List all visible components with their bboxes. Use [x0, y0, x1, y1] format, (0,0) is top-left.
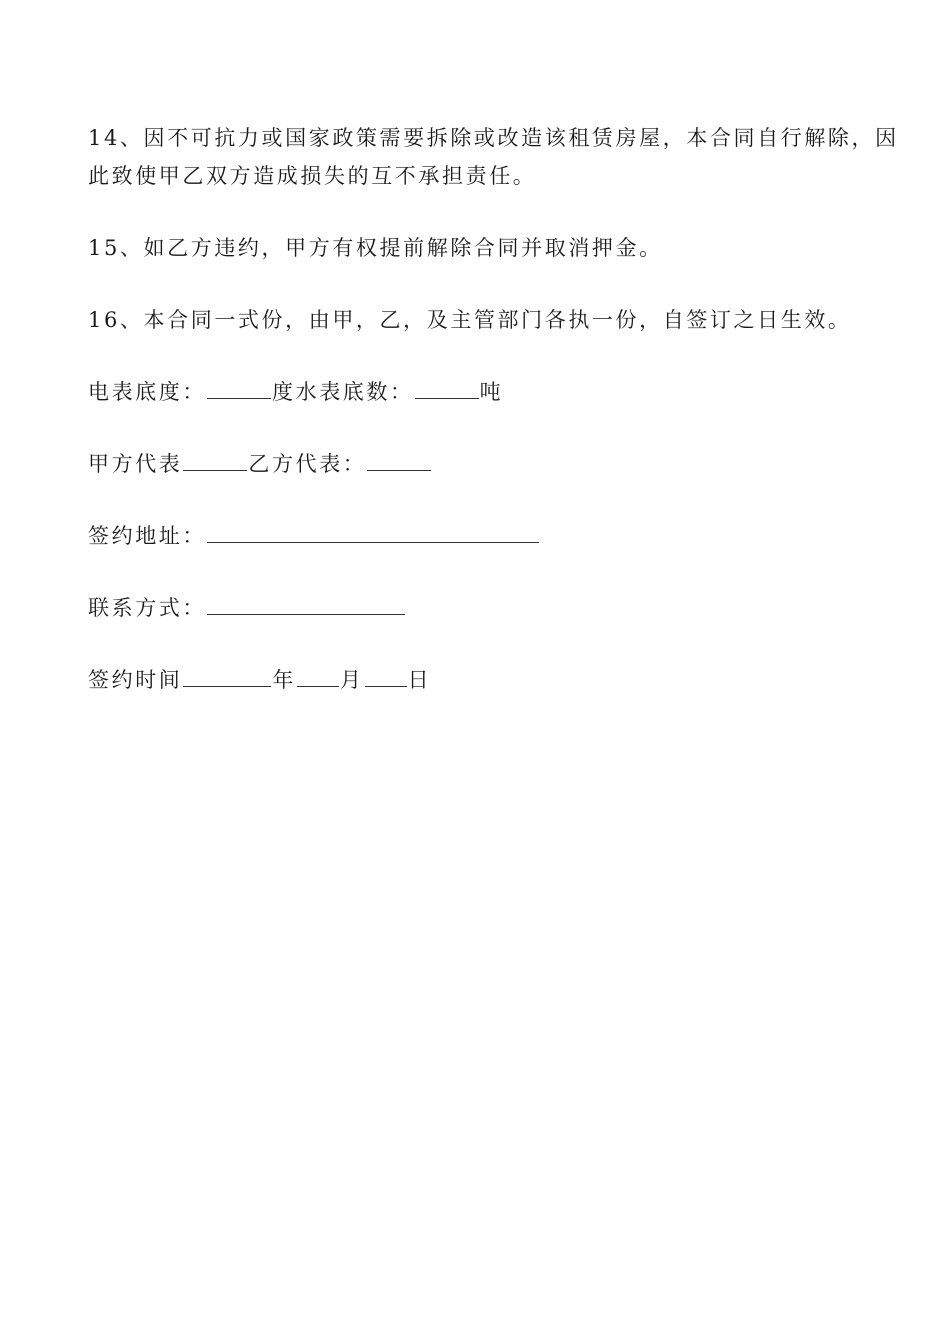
address-label: 签约地址： — [88, 524, 206, 548]
month-label: 月 — [340, 668, 364, 692]
party-a-blank — [183, 451, 247, 471]
clause-14-line-2: 此致使甲乙双方造成损失的互不承担责任。 — [88, 164, 537, 188]
signing-date — [88, 666, 431, 694]
water-meter-unit: 吨 — [479, 380, 504, 404]
clause-16: 16、本合同一式份，由甲，乙，及主管部门各执一份，自签订之日生效。 — [88, 308, 852, 332]
meter-readings — [88, 378, 503, 406]
party-a-label: 甲方代表 — [88, 452, 183, 476]
electric-meter-label: 电表底度： — [88, 380, 206, 404]
clause-14-line-1: 14、因不可抗力或国家政策需要拆除或改造该租赁房屋，本合同自行解除，因 — [88, 126, 899, 150]
electric-meter-unit: 度 — [272, 380, 296, 404]
electric-meter-blank — [207, 379, 271, 399]
signing-address — [88, 522, 540, 550]
party-b-label: 乙方代表： — [248, 452, 367, 476]
contact-label: 联系方式： — [88, 596, 206, 620]
water-meter-label: 水表底数： — [295, 380, 414, 404]
year-blank — [183, 667, 271, 687]
day-blank — [365, 667, 407, 687]
date-label: 签约时间 — [88, 668, 183, 692]
day-label: 日 — [407, 668, 432, 692]
party-b-blank — [367, 451, 431, 471]
month-blank — [297, 667, 339, 687]
contact-info — [88, 594, 406, 622]
address-blank — [207, 523, 539, 543]
year-label: 年 — [272, 668, 297, 692]
water-meter-blank — [415, 379, 479, 399]
representatives — [88, 450, 432, 478]
contact-blank — [207, 595, 405, 615]
clause-15: 15、如乙方违约，甲方有权提前解除合同并取消押金。 — [88, 236, 663, 260]
